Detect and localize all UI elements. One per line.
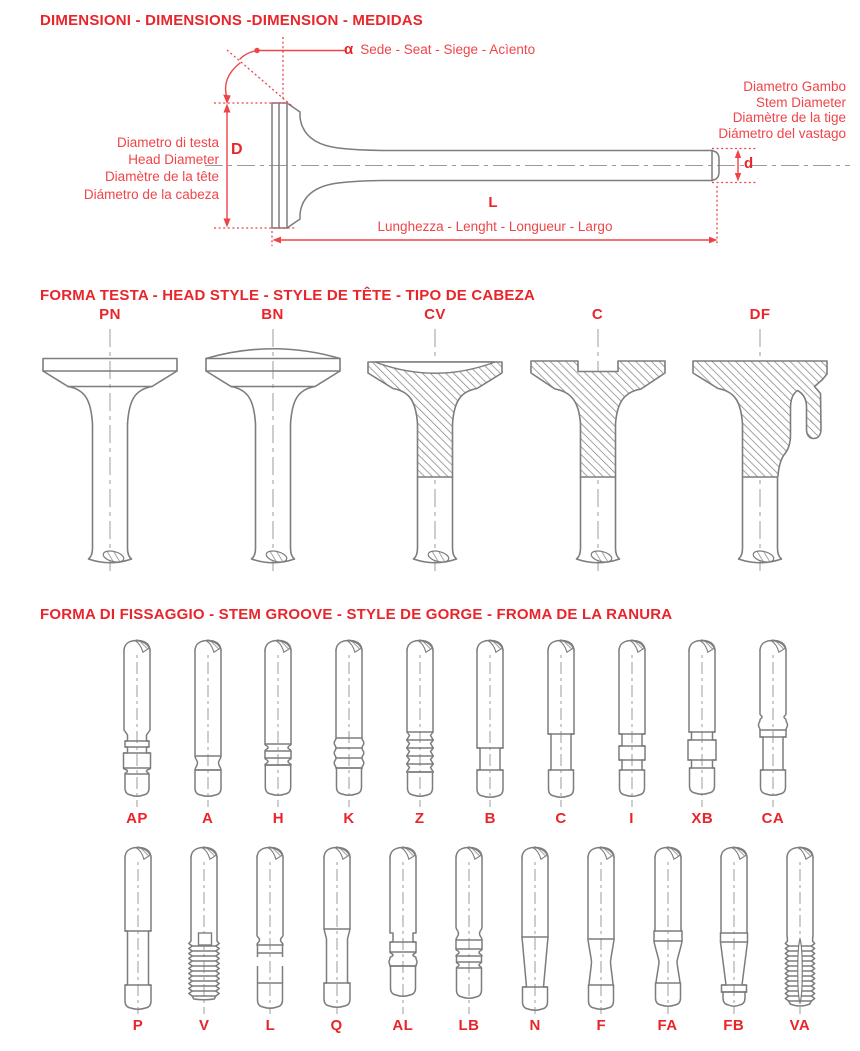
stem-groove-drawing: [670, 638, 734, 808]
head-style-figure-label: CV: [424, 306, 446, 323]
stem-groove-drawing: [388, 638, 452, 808]
stem-groove-row-2: [106, 845, 832, 1034]
stem-groove-figure-label: AL: [392, 1017, 414, 1034]
stem-groove-figure-FB: [702, 845, 766, 1034]
stem-groove-figure-label: Q: [330, 1017, 343, 1034]
stem-groove-figure-V: [172, 845, 236, 1034]
stem-groove-figure-N: [503, 845, 567, 1034]
stem-groove-figure-label: A: [202, 810, 214, 827]
stem-diameter-line: Diamètre de la tige: [732, 110, 846, 126]
stem-groove-drawing: [569, 845, 633, 1015]
head-diameter-line: Diametro di testa: [116, 135, 219, 150]
stem-groove-figure-label: CA: [761, 810, 785, 827]
stem-groove-drawing: [371, 845, 435, 1015]
stem-groove-figure-XB: [670, 638, 734, 827]
head-diameter-line: Diámetro de la cabeza: [83, 186, 219, 202]
stem-groove-drawing: [458, 638, 522, 808]
stem-groove-drawing: [702, 845, 766, 1015]
stem-groove-figure-LB: [437, 845, 501, 1034]
stem-diameter-symbol: d: [744, 155, 754, 172]
stem-groove-drawing: [600, 638, 664, 808]
stem-groove-figure-Z: [388, 638, 452, 827]
stem-groove-figure-C: [529, 638, 593, 827]
head-style-figure-label: PN: [99, 306, 121, 323]
stem-groove-drawing: [305, 845, 369, 1015]
stem-groove-figure-label: N: [529, 1017, 541, 1034]
head-diameter-line: Diamètre de la tête: [104, 169, 219, 185]
head-style-figure-DF: [685, 306, 835, 575]
head-style-figure-BN: [198, 306, 348, 575]
stem-groove-drawing: [106, 845, 170, 1015]
head-style-figure-label: DF: [749, 306, 771, 323]
stem-groove-figure-Q: [305, 845, 369, 1034]
head-style-title: FORMA TESTA - HEAD STYLE - STYLE DE TÊTE - TIPO DE CABEZA: [40, 287, 536, 304]
stem-groove-figure-label: AP: [126, 810, 148, 827]
dimensions-title: DIMENSIONI - DIMENSIONS -DIMENSION - MEDIDAS: [40, 12, 423, 29]
stem-groove-figure-label: H: [272, 810, 284, 827]
stem-groove-figure-label: L: [265, 1017, 276, 1034]
stem-groove-figure-AL: [371, 845, 435, 1034]
stem-groove-drawing: [246, 638, 310, 808]
stem-groove-figure-I: [600, 638, 664, 827]
stem-groove-figure-P: [106, 845, 170, 1034]
stem-groove-figure-K: [317, 638, 381, 827]
stem-groove-row-1: [105, 638, 805, 827]
stem-groove-figure-label: I: [629, 810, 634, 827]
stem-groove-figure-label: K: [343, 810, 355, 827]
stem-groove-figure-A: [176, 638, 240, 827]
stem-diameter-line: Diámetro del vastago: [718, 125, 846, 141]
stem-groove-figure-label: C: [555, 810, 567, 827]
stem-groove-figure-label: Z: [414, 810, 425, 827]
stem-groove-figure-B: [458, 638, 522, 827]
head-style-figure-PN: [35, 306, 185, 575]
seat-angle-annotation: [344, 41, 535, 58]
dimension-reference-lines: [214, 37, 758, 246]
stem-diameter-line: Stem Diameter: [755, 94, 846, 110]
head-diameter-label-block: [84, 134, 219, 203]
length-symbol: L: [488, 194, 498, 211]
head-style-drawing: [198, 327, 348, 575]
stem-groove-drawing: [636, 845, 700, 1015]
stem-groove-figure-label: XB: [691, 810, 714, 827]
stem-groove-figure-VA: [768, 845, 832, 1034]
stem-groove-drawing: [172, 845, 236, 1015]
head-style-drawing: [523, 327, 673, 575]
head-style-figure-label: BN: [261, 306, 284, 323]
stem-groove-figure-label: B: [484, 810, 496, 827]
stem-groove-drawing: [176, 638, 240, 808]
stem-groove-figure-label: FA: [657, 1017, 678, 1034]
stem-groove-title: FORMA DI FISSAGGIO - STEM GROOVE - STYLE DE GORGE - FROMA DE LA RANURA: [40, 606, 673, 623]
dimension-arrow-lines: [226, 51, 738, 241]
stem-groove-figure-label: LB: [458, 1017, 480, 1034]
stem-groove-drawing: [238, 845, 302, 1015]
stem-groove-drawing: [437, 845, 501, 1015]
head-style-figure-C: [523, 306, 673, 575]
head-diameter-line: Head Diameter: [128, 152, 219, 168]
head-style-figure-CV: [360, 306, 510, 575]
stem-groove-drawing: [741, 638, 805, 808]
head-style-drawing: [360, 327, 510, 575]
stem-groove-figure-label: V: [198, 1017, 210, 1034]
stem-groove-figure-label: FB: [723, 1017, 745, 1034]
stem-groove-drawing: [529, 638, 593, 808]
stem-groove-figure-label: P: [132, 1017, 144, 1034]
stem-groove-figure-label: VA: [789, 1017, 811, 1034]
stem-diameter-label-block: [718, 79, 846, 141]
stem-groove-figure-L: [238, 845, 302, 1034]
alpha-symbol: α: [344, 41, 354, 58]
head-style-drawing: [685, 327, 835, 575]
head-diameter-symbol: D: [231, 141, 243, 158]
dimension-arrowheads: [223, 48, 741, 244]
stem-groove-figure-CA: [741, 638, 805, 827]
seat-label: Sede - Seat - Siege - Acìento: [360, 42, 536, 57]
stem-groove-figure-H: [246, 638, 310, 827]
stem-groove-drawing: [768, 845, 832, 1015]
stem-groove-figure-FA: [636, 845, 700, 1034]
length-label: Lunghezza - Lenght - Longueur - Largo: [377, 219, 613, 234]
stem-diameter-line: Diametro Gambo: [743, 79, 846, 94]
head-style-drawing: [35, 327, 185, 575]
stem-groove-figure-label: F: [596, 1017, 607, 1034]
head-style-figure-label: C: [591, 306, 604, 323]
stem-groove-drawing: [317, 638, 381, 808]
stem-groove-drawing: [503, 845, 567, 1015]
stem-groove-figure-AP: [105, 638, 169, 827]
stem-groove-drawing: [105, 638, 169, 808]
stem-groove-figure-F: [569, 845, 633, 1034]
head-style-row: [35, 306, 835, 575]
